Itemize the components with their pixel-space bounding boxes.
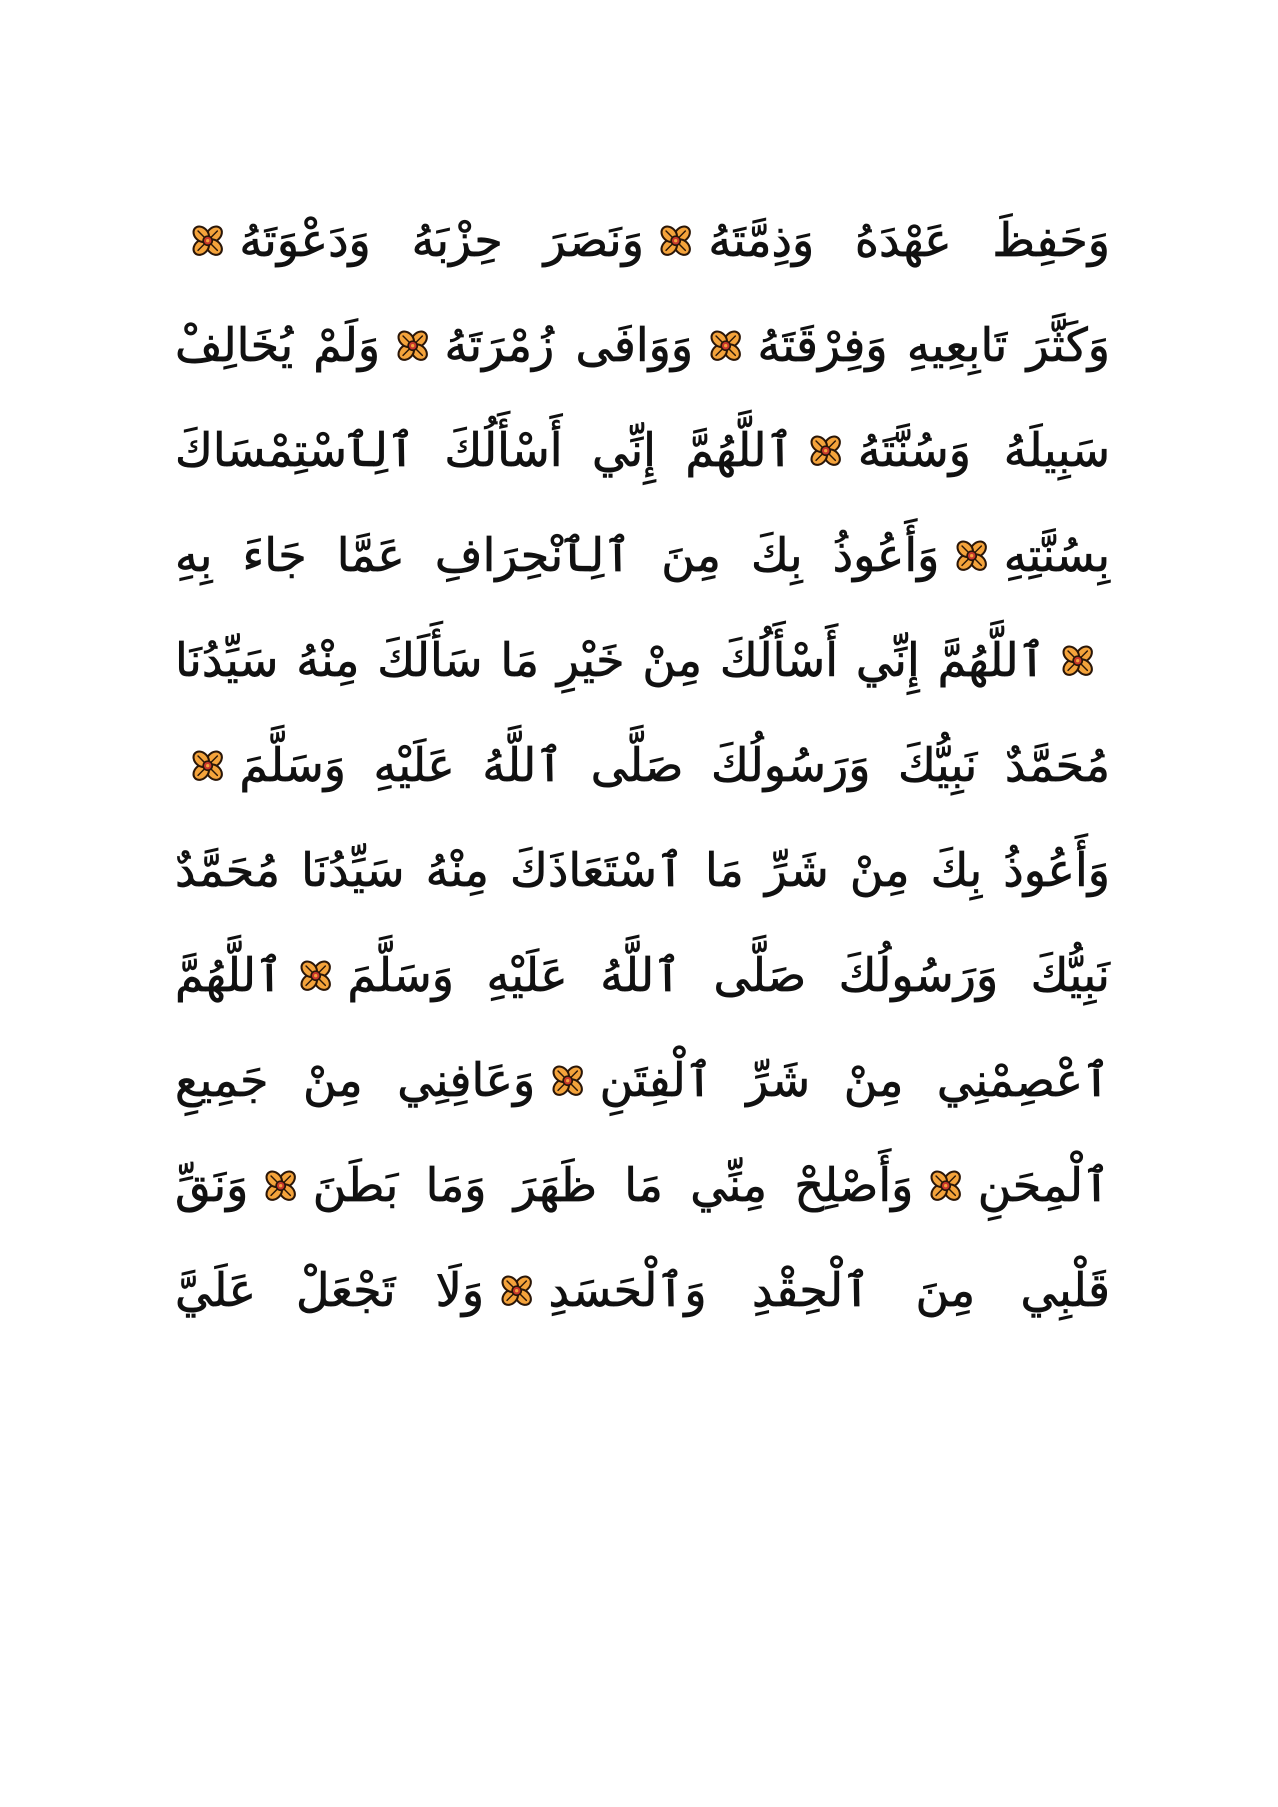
text-phrase: سَبِيلَهُ وَسُنَّتَهُ [857,422,1110,477]
text-phrase: بِسُنَّتِهِ [1003,527,1110,582]
text-line [175,503,1110,608]
text-line [175,1133,1110,1238]
text-phrase: وَأَصْلِحْ مِنِّي مَا ظَهَرَ وَمَا بَطَنَ [312,1157,914,1212]
prayer-text-block [175,188,1110,1343]
text-phrase: ٱعْصِمْنِي مِنْ شَرِّ ٱلْفِتَنِ [599,1052,1110,1107]
text-phrase: وَنَصَرَ حِزْبَهُ وَدَعْوَتَهُ [239,212,644,267]
text-phrase: مُحَمَّدٌ نَبِيُّكَ وَرَسُولُكَ صَلَّى ٱللَّهُ عَلَيْهِ وَسَلَّمَ [239,737,1110,792]
text-phrase: وَحَفِظَ عَهْدَهُ وَذِمَّتَهُ [708,212,1110,267]
flower-ornament-icon [925,1165,966,1206]
flower-ornament-icon [951,535,992,576]
flower-ornament-icon [187,220,228,261]
text-line [175,608,1110,713]
text-phrase: قَلْبِي مِنَ ٱلْحِقْدِ وَٱلْحَسَدِ [548,1262,1110,1317]
flower-ornament-icon [805,430,846,471]
text-phrase: وَلَا تَجْعَلْ عَلَيَّ [175,1262,485,1317]
flower-ornament-icon [392,325,433,366]
flower-ornament-icon [655,220,696,261]
text-phrase: ٱللَّهُمَّ [175,947,284,1002]
flower-ornament-icon [547,1060,588,1101]
text-line [175,818,1110,923]
flower-ornament-icon [295,955,336,996]
text-line [175,1028,1110,1133]
text-phrase: وَكَثَّرَ تَابِعِيهِ وَفِرْقَتَهُ [757,317,1110,372]
text-line [175,1238,1110,1343]
text-phrase: ٱللَّهُمَّ إِنِّي أَسْأَلُكَ مِنْ خَيْرِ مَا سَأَلَكَ مِنْهُ سَيِّدُنَا [175,632,1046,687]
text-line [175,713,1110,818]
text-phrase: ٱللَّهُمَّ إِنِّي أَسْأَلُكَ ٱلِٱسْتِمْسَاكَ [175,422,794,477]
flower-ornament-icon [260,1165,301,1206]
text-phrase: ٱلْمِحَنِ [977,1157,1110,1212]
text-phrase: نَبِيُّكَ وَرَسُولُكَ صَلَّى ٱللَّهُ عَلَيْهِ وَسَلَّمَ [347,947,1110,1002]
text-line [175,398,1110,503]
text-phrase: وَلَمْ يُخَالِفْ [175,317,381,372]
text-phrase: وَوَافَى زُمْرَتَهُ [444,317,694,372]
flower-ornament-icon [187,745,228,786]
flower-ornament-icon [496,1270,537,1311]
flower-ornament-icon [1057,640,1098,681]
text-line [175,293,1110,398]
text-phrase: وَنَقِّ [175,1157,249,1212]
text-line [175,188,1110,293]
text-phrase: وَأَعُوذُ بِكَ مِنْ شَرِّ مَا ٱسْتَعَاذَكَ مِنْهُ سَيِّدُنَا مُحَمَّدٌ [175,842,1110,897]
text-line [175,923,1110,1028]
text-phrase: وَأَعُوذُ بِكَ مِنَ ٱلِٱنْحِرَافِ عَمَّا جَاءَ بِهِ [175,527,940,582]
text-phrase: وَعَافِنِي مِنْ جَمِيعِ [175,1052,536,1107]
flower-ornament-icon [705,325,746,366]
